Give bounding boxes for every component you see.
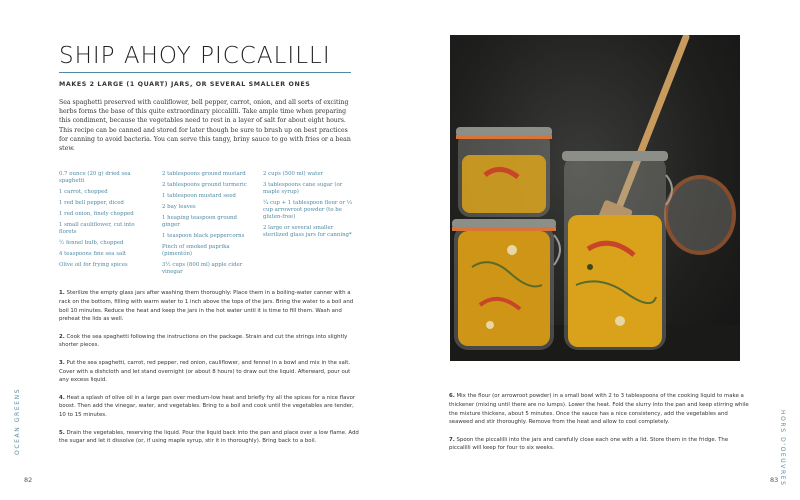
method-steps-left	[59, 289, 359, 455]
method-step	[449, 392, 749, 427]
piccalilli-jars-photo	[450, 35, 740, 361]
ingredients-column-1	[59, 171, 151, 273]
method-steps-right	[449, 392, 749, 462]
step-text: Sterilize the empty glass jars after washing them thoroughly: Place them in a boiling-water canner with a rack on the bottom, filling with warm water to 1 inch above the tops of the jars. Bring the water to a boil and boil 10 minutes. Reduce the heat and keep the jars in the hot water until it is time to fill them. Wash and preheat the lids as well.	[59, 290, 354, 323]
step-text: Drain the vegetables, reserving the liquid. Pour the liquid back into the pan and place over a low flame. Add the sugar and let it dissolve (or, if using maple syrup, stir it in thoroughly). Bring back to a boil.	[59, 429, 359, 445]
step-number: 3.	[59, 359, 65, 366]
step-text: Mix the flour (or arrowroot powder) in a small bowl with 2 to 3 tablespoons of the cooking liquid to make a thickener (mixing until there are no lumps). Lower the heat. Fold the slurry into the pan and keep stirring while the mixture thickens, about 5 minutes. Once the sauce has a nice consistency, add the vegetables and seaweed and stir thoroughly. Remove from the heat and allow to cool completely.	[449, 393, 749, 426]
method-step	[59, 394, 359, 420]
ingredients-column-2	[162, 171, 254, 280]
ingredient-item: 1 heaping teaspoon ground ginger	[162, 215, 237, 228]
step-text: Cook the sea spaghetti following the instructions on the package. Strain and cut the strings into slightly shorter pieces.	[59, 333, 348, 349]
ingredient-item: 3½ cups (800 ml) apple cider vinegar	[162, 262, 243, 275]
step-number: 6.	[449, 393, 455, 399]
title-divider	[59, 72, 351, 73]
recipe-title: SHIP AHOY PICCALILLI	[59, 43, 331, 69]
ingredient-item: 1 tablespoon mustard seed	[162, 193, 236, 199]
method-step	[59, 289, 359, 324]
step-number: 4.	[59, 394, 65, 401]
page-number-left: 82	[24, 476, 33, 484]
ingredient-item: 4 teaspoons fine sea salt	[59, 251, 127, 257]
ingredient-item: 1 small cauliflower, cut into florets	[59, 222, 135, 235]
step-number: 2.	[59, 333, 65, 340]
ingredient-item: 2 tablespoons ground turmeric	[162, 182, 247, 188]
step-text: Put the sea spaghetti, carrot, red pepper, red onion, cauliflower, and fennel in a bowl and mix in the salt. Cover with a dishcloth and let stand overnight (or about 8 hours) to draw out the liquid. Afterward, pour out any excess liquid.	[59, 359, 351, 384]
ingredient-item: Pinch of smoked paprika (pimentón)	[162, 244, 230, 257]
ingredient-item: 1 red bell pepper, diced	[59, 200, 124, 206]
ingredient-item: 3 tablespoons cane sugar (or maple syrup)	[263, 182, 343, 195]
step-text: Spoon the piccalilli into the jars and carefully close each one with a lid. Store them in the fridge. The piccalilli will keep for four to six weeks.	[449, 436, 729, 452]
ingredient-item: 1 red onion, finely chopped	[59, 211, 134, 217]
ingredient-item: 2 large or several smaller sterilized glass jars for canning*	[263, 225, 352, 238]
jars-illustration	[450, 35, 740, 361]
ingredient-item: 2 tablespoons ground mustard	[162, 171, 246, 177]
section-label-right: HORS D'OEUVRES	[779, 410, 786, 487]
step-number: 1.	[59, 290, 65, 296]
step-text: Heat a splash of olive oil in a large pan over medium-low heat and briefly fry all the spices for a nice flavor boost. Then add the vinegar, water, and vegetables. Bring to a boil and cook until the vegetables are tender, 10 to 15 minutes.	[59, 394, 356, 419]
ingredient-item: 1 carrot, chopped	[59, 189, 108, 195]
recipe-yield: MAKES 2 LARGE (1 QUART) JARS, OR SEVERAL SMALLER ONES	[59, 81, 311, 88]
ingredient-item: 1 teaspoon black peppercorns	[162, 233, 245, 239]
ingredient-item: ½ fennel bulb, chopped	[59, 240, 124, 246]
method-step	[59, 429, 359, 447]
step-number: 5.	[59, 429, 65, 436]
method-step	[59, 359, 359, 385]
ingredient-item: 2 bay leaves	[162, 204, 196, 210]
step-number: 7.	[449, 436, 455, 443]
ingredients-column-3	[263, 171, 358, 243]
ingredient-item: 2 cups (500 ml) water	[263, 171, 324, 177]
method-step	[449, 436, 749, 454]
recipe-intro: Sea spaghetti preserved with cauliflower, bell pepper, carrot, onion, and all sorts of exciting herbs forms the base of this quite extraordinary piccalilli. Take ample time when preparing this condiment, because the vegetables need to rest in a layer of salt for about eight hours. This recipe can be canned and stored for later though be sure to brush up on best practices for canning to avoid bacteria. You can serve this tangy, briny sauce to go with fries or a bean stew.	[59, 99, 351, 153]
page-number-right: 83	[770, 476, 779, 484]
method-step	[59, 333, 359, 351]
section-label-left: OCEAN GREENS	[14, 387, 21, 455]
ingredient-item: ¼ cup + 1 tablespoon flour or ⅓ cup arrowroot powder (to be gluten-free)	[263, 200, 352, 220]
ingredient-item: Olive oil for frying spices	[59, 262, 128, 268]
ingredient-item: 0.7 ounce (20 g) dried sea spaghetti	[59, 171, 131, 184]
